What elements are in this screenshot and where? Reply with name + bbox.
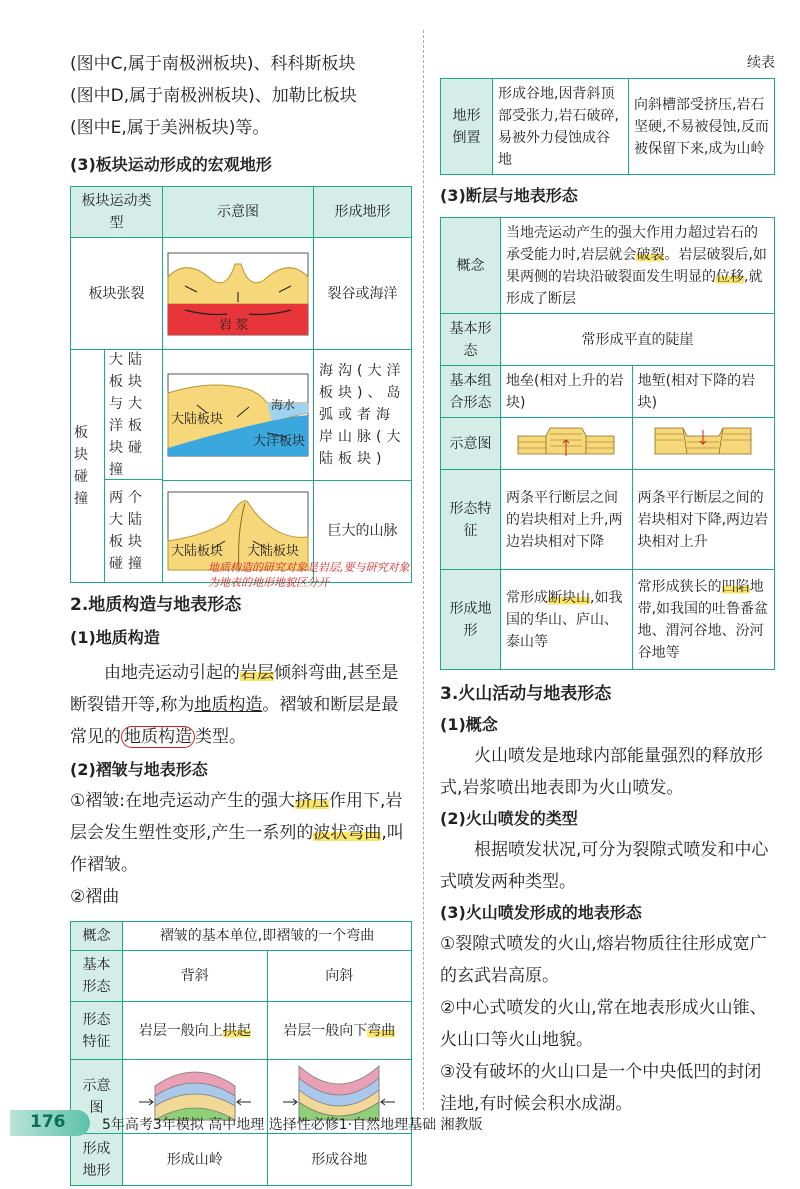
row-label: 基本形态 <box>71 951 123 1002</box>
graben-cell: 地堑(相对下降的岩块) <box>632 366 774 418</box>
table-row <box>441 418 775 470</box>
highlight-text: 断块山 <box>548 589 590 606</box>
text-run: 岩层一般向下 <box>283 1022 368 1039</box>
graben-diagram <box>653 420 753 460</box>
row-label: 形态特征 <box>441 470 501 570</box>
continental-plate-label: 大陆板块 <box>171 410 224 426</box>
table-row <box>71 1002 412 1060</box>
column-divider <box>423 30 424 1110</box>
fault-basic-cell: 常形成平直的陡崖 <box>501 314 775 366</box>
table-row <box>71 1134 412 1186</box>
row-label: 形态特征 <box>71 1002 123 1060</box>
rifting-diagram-cell <box>163 238 314 350</box>
text-run: 岩层一般向上 <box>138 1022 223 1039</box>
anticline-cell: 背斜 <box>123 951 268 1002</box>
row-label: 示意图 <box>71 1060 123 1134</box>
graben-diagram-cell <box>632 418 774 470</box>
highlight-text: 凹陷 <box>721 578 750 595</box>
text-run: 类型。 <box>195 727 246 747</box>
intro-paragraph <box>70 48 412 144</box>
intro-line: (图中E,属于美洲板块)等。 <box>70 118 270 138</box>
text-run: ,就形成了断层 <box>506 268 763 307</box>
collision-label: 板块碰撞 <box>71 350 105 582</box>
subduction-diagram-cell <box>163 350 314 481</box>
text-run: 作用下,岩层会发生塑性变形,产生一系列的 <box>70 791 403 843</box>
table-row <box>441 218 775 314</box>
left-column <box>70 0 412 1186</box>
fold-subtitle: (2)褶皱与地表形态 <box>70 760 208 779</box>
highlight-text: 位移 <box>716 268 744 285</box>
volcano-point-2: ②中心式喷发的火山,常在地表形成火山锥、火山口等火山地貌。 <box>440 998 767 1050</box>
text-run: ①褶皱:在地壳运动产生的强大 <box>70 791 295 811</box>
table-row <box>71 238 412 350</box>
table-header: 示意图 <box>163 187 314 238</box>
graben-feature-cell: 两条平行断层之间的岩块相对下降,两边岩块相对上升 <box>632 470 774 570</box>
row-label: 形成地形 <box>71 1134 123 1186</box>
text-run: 常形成 <box>506 589 548 606</box>
table-row <box>441 79 775 175</box>
table-row <box>441 570 775 670</box>
volcano-concept-paragraph: 火山喷发是地球内部能量强烈的释放形式,岩浆喷出地表即为火山喷发。 <box>440 746 763 798</box>
table-row <box>441 470 775 570</box>
row-label: 示意图 <box>441 418 501 470</box>
horst-diagram-cell <box>501 418 633 470</box>
fold-paragraph <box>70 785 412 881</box>
text-run: 常形成狭长的 <box>637 578 722 595</box>
fault-concept-cell <box>501 218 775 314</box>
right-plate-label: 大陆板块 <box>247 543 300 559</box>
text-run: 倾斜弯曲,甚至是断裂错开等,称为 <box>70 663 399 715</box>
table-row <box>71 951 412 1002</box>
graben-landform-cell <box>632 570 774 670</box>
volcano-concept-subtitle: (1)概念 <box>440 715 498 734</box>
rifting-diagram <box>167 252 309 336</box>
anticline-landform-cell: 形成山岭 <box>123 1134 268 1186</box>
landform-cell: 海沟(大洋板块)、岛弧或者海岸山脉(大陆板块) <box>314 350 412 481</box>
highlight-text: 弯曲 <box>367 1022 396 1039</box>
right-column <box>440 0 775 1120</box>
row-label: 基本组合形态 <box>441 366 501 418</box>
underlined-text: 地质构造 <box>194 695 263 715</box>
row-label: 地形倒置 <box>441 79 493 175</box>
anticline-feature-cell <box>123 1002 268 1060</box>
highlight-text: 岩层 <box>240 663 274 683</box>
geo-structure-paragraph <box>70 657 412 753</box>
horst-cell: 地垒(相对上升的岩块) <box>501 366 633 418</box>
inversion-syncline-cell: 向斜槽部受挤压,岩石坚硬,不易被侵蚀,反而被保留下来,成为山岭 <box>628 79 774 175</box>
handwritten-note: 地质构造的研究对象是岩层,要与研究对象为地表的地形地貌区分开 <box>208 561 410 589</box>
volcano-point-1: ①裂隙式喷发的火山,熔岩物质往往形成宽广的玄武岩高原。 <box>440 934 767 986</box>
row-label: 形成地形 <box>441 570 501 670</box>
inversion-table <box>440 78 775 175</box>
collision-group-cell <box>71 350 163 583</box>
fold-curve-subtitle: ②褶曲 <box>70 887 120 907</box>
plate-movement-table <box>70 186 412 583</box>
subduction-diagram <box>167 373 309 457</box>
table-row <box>441 314 775 366</box>
syncline-landform-cell: 形成谷地 <box>267 1134 412 1186</box>
concept-cell: 褶皱的基本单位,即褶皱的一个弯曲 <box>123 922 412 951</box>
horst-feature-cell: 两条平行断层之间的岩块相对上升,两边岩块相对下降 <box>501 470 633 570</box>
text-run: 当地壳运动产生的强大作用力超过岩石的承受能力时,岩层就会 <box>506 224 758 263</box>
text-run: 。褶皱和断层是最常见的 <box>70 695 399 747</box>
page-footer <box>0 1108 800 1138</box>
row-label: 概念 <box>71 922 123 951</box>
inversion-anticline-cell: 形成谷地,因背斜顶部受张力,岩石破碎,易被外力侵蚀成谷地 <box>493 79 629 175</box>
volcano-types-paragraph: 根据喷发状况,可分为裂隙式喷发和中心式喷发两种类型。 <box>440 840 769 892</box>
intro-line: (图中D,属于南极洲板块)、加勒比板块 <box>70 86 357 106</box>
plate-type-cell: 板块张裂 <box>71 238 163 350</box>
landform-cell: 裂谷或海洋 <box>314 238 412 350</box>
sea-water-label: 海水 <box>271 397 296 412</box>
plate-landform-heading: (3)板块运动形成的宏观地形 <box>70 155 272 174</box>
table-row <box>71 350 412 481</box>
volcano-point-3: ③没有破坏的火山口是一个中央低凹的封闭洼地,有时候会积水成湖。 <box>440 1062 762 1114</box>
text-run: 由地壳运动引起的 <box>104 663 240 683</box>
magma-label: 岩 浆 <box>219 316 249 332</box>
table-header: 形成地形 <box>314 187 412 238</box>
left-plate-label: 大陆板块 <box>171 543 224 559</box>
landform-cell: 巨大的山脉 <box>314 480 412 582</box>
page-number: 176 <box>30 1112 66 1132</box>
continued-label: 续表 <box>747 55 775 71</box>
collision-type-cell: 两个大陆板块碰撞 <box>109 490 147 572</box>
highlight-text: 拱起 <box>222 1022 251 1039</box>
horst-diagram <box>516 420 616 460</box>
text-run: ,叫作褶皱。 <box>70 823 404 875</box>
volcano-landform-subtitle: (3)火山喷发形成的地表形态 <box>440 903 642 922</box>
book-info: 5年高考3年模拟 高中地理 选择性必修1·自然地理基础 湘教版 <box>102 1117 483 1133</box>
table-row <box>441 366 775 418</box>
fault-table <box>440 217 775 670</box>
highlight-text: 破裂 <box>636 246 665 263</box>
geo-structure-subtitle: (1)地质构造 <box>70 628 160 647</box>
circled-text: 地质构造 <box>121 726 195 748</box>
syncline-feature-cell <box>267 1002 412 1060</box>
horst-landform-cell <box>501 570 633 670</box>
volcano-section-title: 3.火山活动与地表形态 <box>440 684 612 704</box>
fold-table <box>70 921 412 1186</box>
oceanic-plate-label: 大洋板块 <box>253 432 306 448</box>
row-label: 概念 <box>441 218 501 314</box>
text-run: 。岩层破裂后,如果两侧的岩块沿破裂面发生明显的 <box>506 246 767 285</box>
intro-line: (图中C,属于南极洲板块)、科科斯板块 <box>70 54 356 74</box>
collision-type-cell: 大陆板块与大洋板块碰撞 <box>105 350 162 480</box>
row-label: 基本形态 <box>441 314 501 366</box>
fault-heading: (3)断层与地表形态 <box>440 186 578 205</box>
text-run: ,如我国的华山、庐山、泰山等 <box>506 589 623 650</box>
volcano-types-subtitle: (2)火山喷发的类型 <box>440 809 578 828</box>
syncline-cell: 向斜 <box>267 951 412 1002</box>
highlight-text: 波状弯曲 <box>313 823 382 843</box>
table-row <box>71 922 412 951</box>
highlight-text: 挤压 <box>294 791 329 811</box>
table-header: 板块运动类型 <box>71 187 163 238</box>
text-run: 地带,如我国的吐鲁番盆地、渭河谷地、汾河谷地等 <box>637 578 769 661</box>
geo-structure-section-title: 2.地质构造与地表形态 <box>70 595 242 615</box>
